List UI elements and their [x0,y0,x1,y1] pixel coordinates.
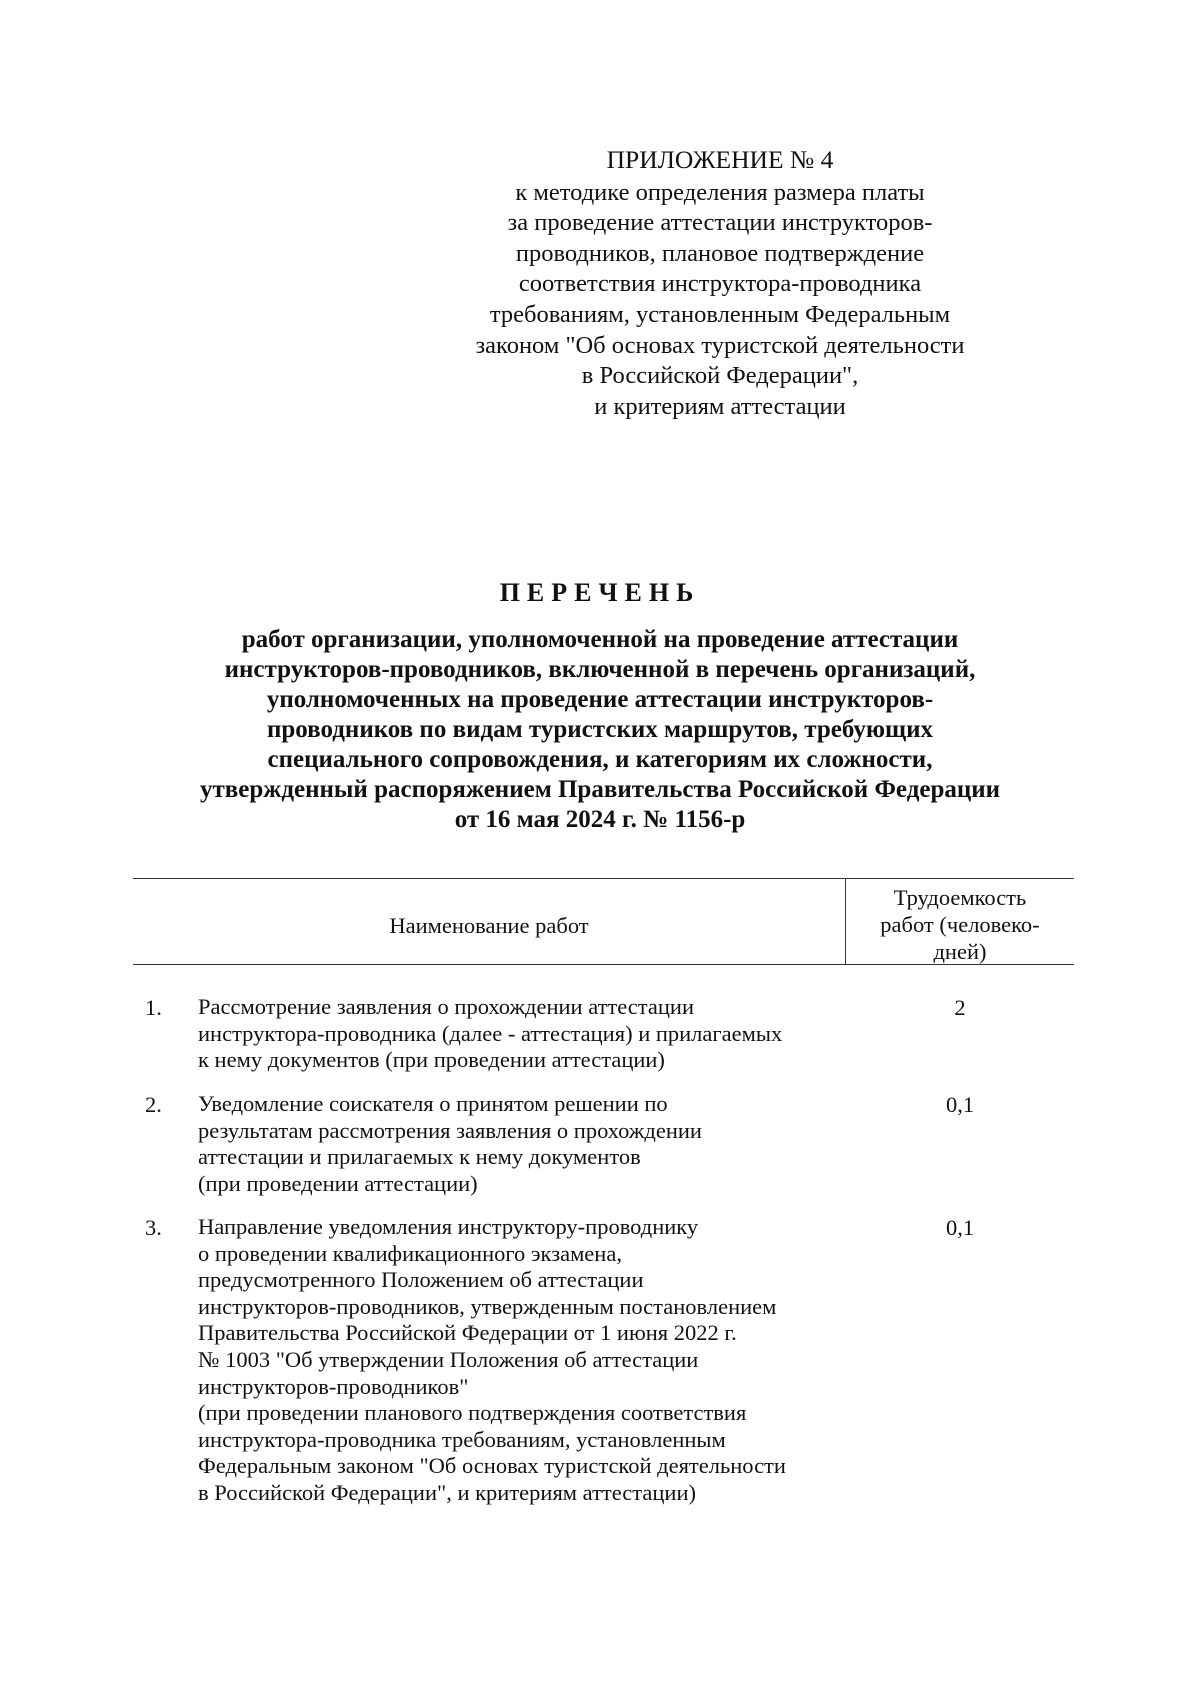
document-title: ПЕРЕЧЕНЬ [499,578,701,607]
appendix-line: в Российской Федерации", [581,362,859,390]
row-description-line: инструктора-проводника (далее - аттестация) и прилагаемых [198,1020,783,1046]
appendix-heading: ПРИЛОЖЕНИЕ № 4 [606,145,834,174]
row-description [198,994,838,1074]
row-labor-value: 0,1 [945,1092,975,1117]
row-labor-value: 0,1 [945,1215,975,1240]
row-description-line: предусмотренного Положением об аттестации [198,1267,644,1293]
row-description-line: в Российской Федерации", и критериям аттестации) [198,1479,696,1505]
row-description-line: о проведении квалификационного экзамена, [198,1240,622,1266]
appendix-header [470,145,970,422]
column-header-labor [846,884,1074,965]
appendix-line: законом "Об основах туристской деятельности [475,331,965,359]
document-subtitle [100,625,1100,835]
appendix-line: проводников, плановое подтверждение [515,239,925,267]
row-number: 1. [145,995,162,1020]
subtitle-line: специального сопровождения, и категориям их сложности, [267,746,933,773]
row-description-line: к нему документов (при проведении аттестации) [198,1047,665,1073]
subtitle-line: от 16 мая 2024 г. № 1156-р [454,806,746,833]
table-top-rule [133,878,1074,879]
row-description [198,1091,838,1197]
row-description-line: инструкторов-проводников" [198,1373,469,1399]
row-description-line: Уведомление соискателя о принятом решении по [198,1091,668,1116]
row-description-line: (при проведении планового подтверждения соответствия [198,1400,747,1426]
appendix-line: за проведение аттестации инструкторов- [507,209,933,237]
appendix-line: к методике определения размера платы [515,178,925,206]
appendix-line: и критериям аттестации [594,392,846,420]
subtitle-line: уполномоченных на проведение аттестации инструкторов- [266,686,934,713]
row-labor-value: 2 [954,995,966,1020]
appendix-line: соответствия инструктора-проводника [518,270,922,298]
row-description-line: аттестации и прилагаемых к нему документов [198,1144,641,1170]
column-header-labor-line: работ (человеко- [880,912,1040,937]
row-description-line: (при проведении аттестации) [198,1170,478,1196]
row-description-line: Правительства Российской Федерации от 1 июня 2022 г. [198,1320,737,1346]
row-description-line: инструктора-проводника требованиям, установленным [198,1426,726,1452]
row-description-line: результатам рассмотрения заявления о прохождении [198,1117,702,1143]
row-description-line: № 1003 "Об утверждении Положения об аттестации [198,1346,699,1372]
column-header-name: Наименование работ [389,913,589,938]
row-description-line: инструкторов-проводников, утвержденным постановлением [198,1293,777,1319]
row-description-line: Рассмотрение заявления о прохождении аттестации [198,994,695,1019]
subtitle-line: работ организации, уполномоченной на проведение аттестации [241,626,959,653]
subtitle-line: проводников по видам туристских маршрутов, требующих [266,716,934,743]
row-description-line: Федеральным законом "Об основах туристской деятельности [198,1453,786,1479]
subtitle-line: инструкторов-проводников, включенной в перечень организаций, [224,656,976,683]
row-number: 2. [145,1092,162,1117]
row-description [198,1214,838,1507]
column-header-labor-line: Трудоемкость [893,885,1027,910]
subtitle-line: утвержденный распоряжением Правительства Российской Федерации [199,776,1001,803]
appendix-line: требованиям, установленным Федеральным [489,300,951,328]
row-number: 3. [145,1215,162,1240]
column-header-labor-line: дней) [933,939,987,964]
row-description-line: Направление уведомления инструктору-проводнику [198,1214,699,1239]
